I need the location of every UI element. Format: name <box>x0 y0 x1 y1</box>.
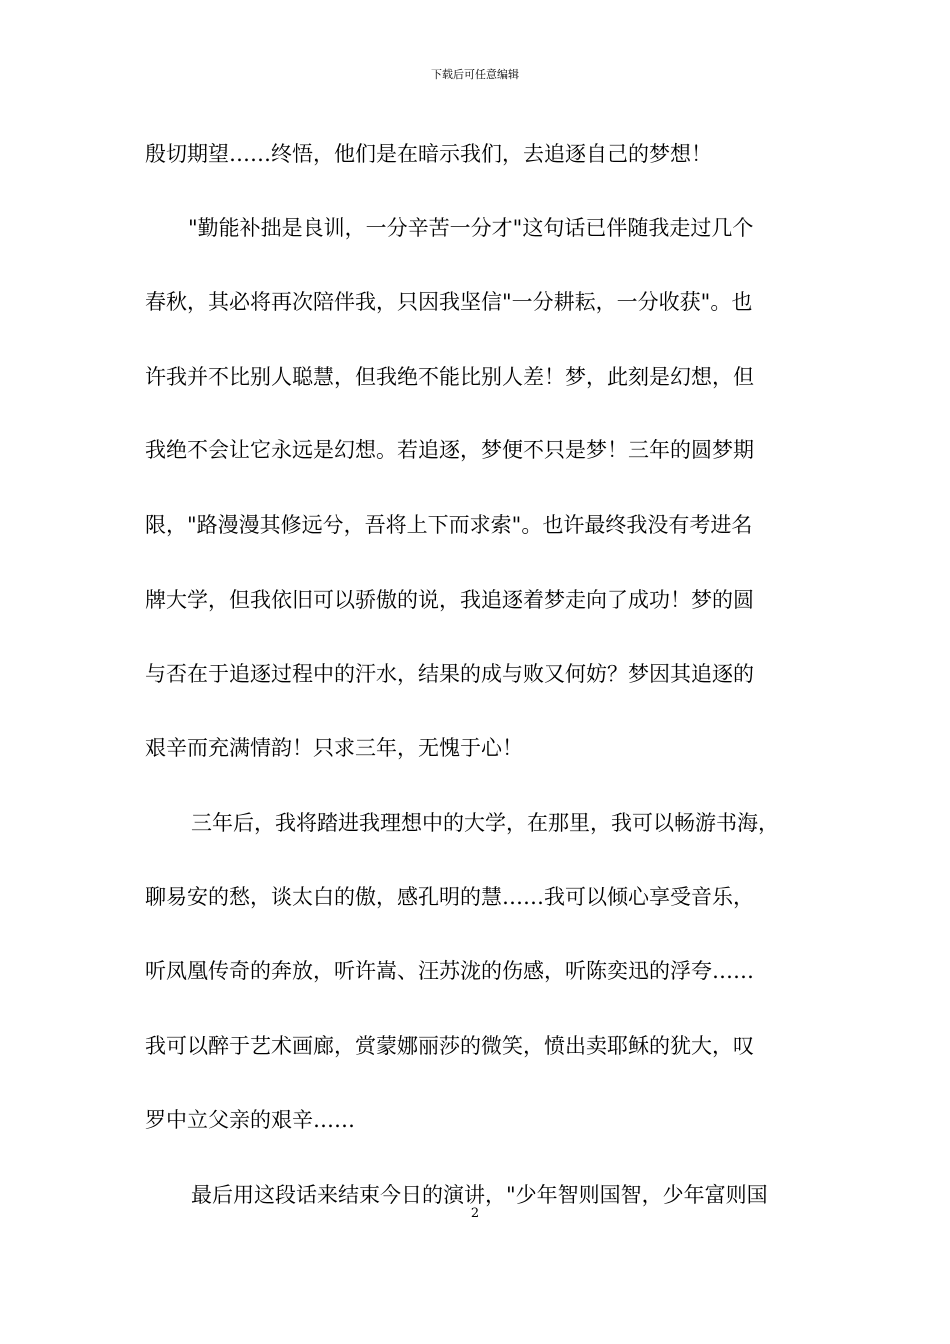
body-line-6: 限，"路漫漫其修远兮，吾将上下而求索"。也许最终我没有考进名 <box>145 513 753 537</box>
body-line-15: 最后用这段话来结束今日的演讲，"少年智则国智，少年富则国 <box>191 1183 768 1207</box>
body-line-3: 春秋，其必将再次陪伴我，只因我坚信"一分耕耘，一分收获"。也 <box>145 290 753 314</box>
body-line-11: 聊易安的愁，谈太白的傲，感孔明的慧……我可以倾心享受音乐， <box>145 885 754 909</box>
body-line-10: 三年后，我将踏进我理想中的大学，在那里，我可以畅游书海， <box>191 811 779 835</box>
body-line-4: 许我并不比别人聪慧，但我绝不能比别人差！梦，此刻是幻想，但 <box>145 365 754 389</box>
body-line-12: 听凤凰传奇的奔放，听许嵩、汪苏泷的伤感，听陈奕迅的浮夸…… <box>145 959 754 983</box>
body-line-5: 我绝不会让它永远是幻想。若追逐，梦便不只是梦！三年的圆梦期 <box>145 438 754 462</box>
page-number: 2 <box>470 1206 480 1221</box>
body-line-9: 艰辛而充满情韵！只求三年，无愧于心！ <box>145 736 523 760</box>
page-header: 下载后可任意编辑 <box>431 68 519 81</box>
body-line-13: 我可以醉于艺术画廊，赏蒙娜丽莎的微笑，愤出卖耶稣的犹大，叹 <box>145 1034 754 1058</box>
body-line-1: 殷切期望……终悟，他们是在暗示我们，去追逐自己的梦想！ <box>145 142 712 166</box>
body-line-7: 牌大学，但我依旧可以骄傲的说，我追逐着梦走向了成功！梦的圆 <box>145 588 754 612</box>
body-line-14: 罗中立父亲的艰辛…… <box>145 1108 355 1132</box>
body-line-8: 与否在于追逐过程中的汗水，结果的成与败又何妨？梦因其追逐的 <box>145 662 754 686</box>
body-line-2: "勤能补拙是良训，一分辛苦一分才"这句话已伴随我走过几个 <box>188 216 754 240</box>
